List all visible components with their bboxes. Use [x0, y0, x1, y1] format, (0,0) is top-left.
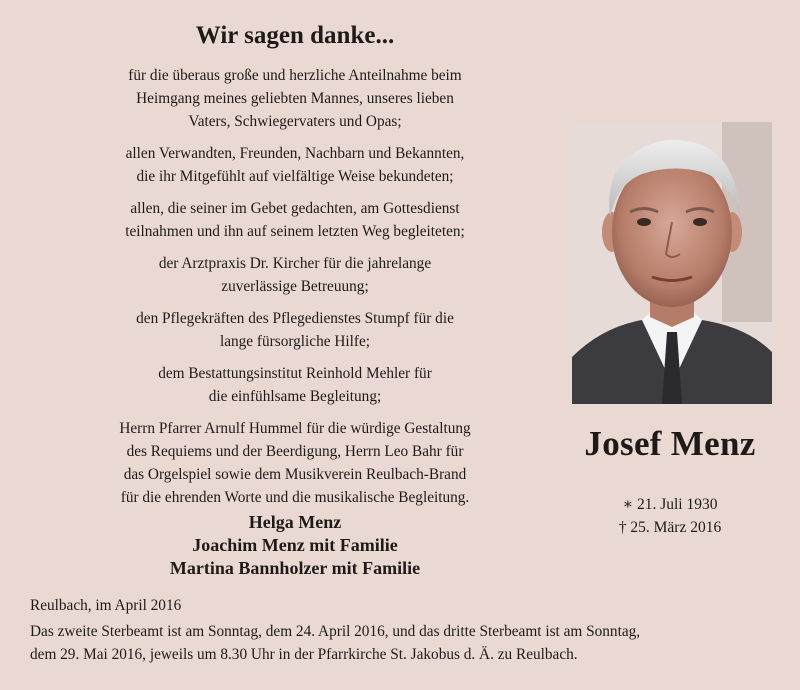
thanks-line: Herrn Pfarrer Arnulf Hummel für die würdige Gestaltung [119, 420, 471, 437]
footer [30, 594, 780, 666]
thanks-paragraph [30, 197, 560, 243]
notice-line: dem 29. Mai 2016, jeweils um 8.30 Uhr in der Pfarrkirche St. Jakobus d. Ä. zu Reulbach. [30, 646, 578, 663]
thanks-line: Vaters, Schwiegervaters und Opas; [188, 113, 402, 130]
thanks-line: die einfühlsame Begleitung; [208, 388, 382, 405]
signer: Martina Bannholzer mit Familie [169, 558, 421, 578]
portrait-photo [572, 122, 772, 404]
portrait-icon [572, 122, 772, 404]
thanks-line: allen Verwandten, Freunden, Nachbarn und Bekannten, [125, 145, 465, 162]
signer: Joachim Menz mit Familie [192, 535, 398, 555]
thanks-text [30, 64, 560, 518]
birth-date: ∗ 21. Juli 1930 [622, 496, 718, 513]
signer: Helga Menz [248, 512, 342, 532]
thanks-line: dem Bestattungsinstitut Reinhold Mehler für [158, 365, 432, 382]
heading: Wir sagen danke... [195, 22, 395, 49]
thanks-line: allen, die seiner im Gebet gedachten, am Gottesdienst [130, 200, 460, 217]
thanks-line: für die ehrenden Worte und die musikalische Begleitung. [120, 489, 470, 506]
life-dates [560, 493, 780, 539]
thanks-line: für die überaus große und herzliche Anteilnahme beim [128, 67, 462, 84]
thanks-line: des Requiems und der Beerdigung, Herrn Leo Bahr für [126, 443, 464, 460]
thanks-line: teilnahmen und ihn auf seinem letzten Weg begleiteten; [125, 223, 465, 240]
thanks-paragraph [30, 307, 560, 353]
thanks-paragraph [30, 362, 560, 408]
thanks-line: lange fürsorgliche Hilfe; [219, 333, 371, 350]
thanks-line: zuverlässige Betreuung; [221, 278, 369, 295]
thanks-paragraph [30, 142, 560, 188]
death-date: † 25. März 2016 [618, 519, 722, 536]
thanks-paragraph [30, 252, 560, 298]
thanks-paragraph [30, 64, 560, 133]
thanks-line: Heimgang meines geliebten Mannes, unseres lieben [136, 90, 454, 107]
thanks-line: die ihr Mitgefühlt auf vielfältige Weise bekundeten; [136, 168, 454, 185]
thanks-paragraph [30, 417, 560, 509]
place-date: Reulbach, im April 2016 [30, 597, 182, 614]
deceased-name: Josef Menz [584, 424, 756, 463]
notice-line: Das zweite Sterbeamt ist am Sonntag, dem 24. April 2016, und das dritte Sterbeamt ist am Sonntag, [30, 623, 641, 640]
signers [0, 511, 590, 580]
thanks-line: den Pflegekräften des Pflegedienstes Stumpf für die [136, 310, 454, 327]
thanks-line: das Orgelspiel sowie dem Musikverein Reulbach-Brand [123, 466, 467, 483]
thanks-line: der Arztpraxis Dr. Kircher für die jahrelange [158, 255, 432, 272]
